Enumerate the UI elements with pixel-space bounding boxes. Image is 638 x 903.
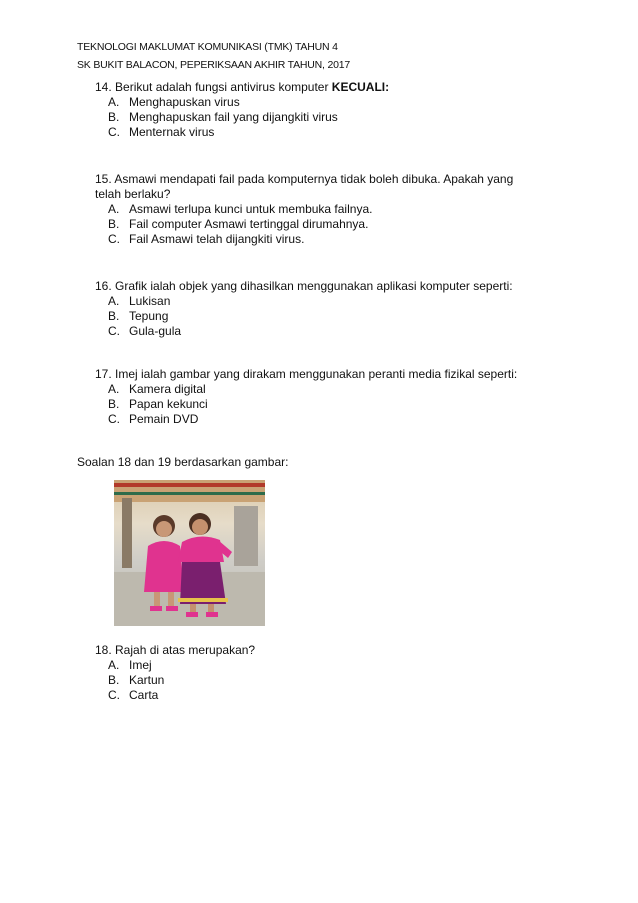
photo-illustration — [114, 480, 265, 626]
question-15 — [95, 172, 535, 247]
page-header — [77, 38, 350, 74]
option-a: A. Imej — [108, 658, 152, 672]
question-stem: 14. Berikut adalah fungsi antivirus komputer KECUALI: — [95, 80, 390, 94]
option-b: B. Papan kekunci — [108, 397, 208, 411]
option-c: C. Fail Asmawi telah dijangkiti virus. — [108, 232, 305, 246]
question-17 — [95, 367, 535, 427]
purple-skirt — [180, 562, 226, 604]
question-18 — [95, 643, 535, 703]
option-a: A. Kamera digital — [108, 382, 206, 396]
header-line-1: TEKNOLOGI MAKLUMAT KOMUNIKASI (TMK) TAHUN 4 — [77, 41, 338, 53]
question-16 — [95, 279, 535, 339]
question-stem: 17. Imej ialah gambar yang dirakam menggunakan peranti media fizikal seperti: — [95, 367, 518, 381]
section-intro: Soalan 18 dan 19 berdasarkan gambar: — [77, 455, 289, 469]
option-b: B. Fail computer Asmawi tertinggal dirumahnya. — [108, 217, 369, 231]
option-b: B. Kartun — [108, 673, 165, 687]
option-c: C. Gula-gula — [108, 324, 182, 338]
header-line-2: SK BUKIT BALACON, PEPERIKSAAN AKHIR TAHUN, 2017 — [77, 59, 351, 71]
photo-two-girls — [114, 480, 265, 626]
option-c: C. Pemain DVD — [108, 412, 199, 426]
option-a: A. Menghapuskan virus — [108, 95, 240, 109]
question-stem: 16. Grafik ialah objek yang dihasilkan menggunakan aplikasi komputer seperti: — [95, 279, 513, 293]
question-14 — [95, 80, 535, 140]
option-c: C. Menternak virus — [108, 125, 215, 139]
question-stem: 18. Rajah di atas merupakan? — [95, 643, 256, 657]
pink-dress — [144, 541, 184, 592]
option-c: C. Carta — [108, 688, 159, 702]
option-b: B. Menghapuskan fail yang dijangkiti virus — [108, 110, 338, 124]
option-b: B. Tepung — [108, 309, 169, 323]
option-a: A. Lukisan — [108, 294, 171, 308]
emphasis-kecuali: KECUALI: — [331, 80, 390, 94]
question-stem: 15. Asmawi mendapati fail pada komputernya tidak boleh dibuka. Apakah yang telah berlaku? — [95, 172, 514, 201]
option-a: A. Asmawi terlupa kunci untuk membuka failnya. — [108, 202, 373, 216]
